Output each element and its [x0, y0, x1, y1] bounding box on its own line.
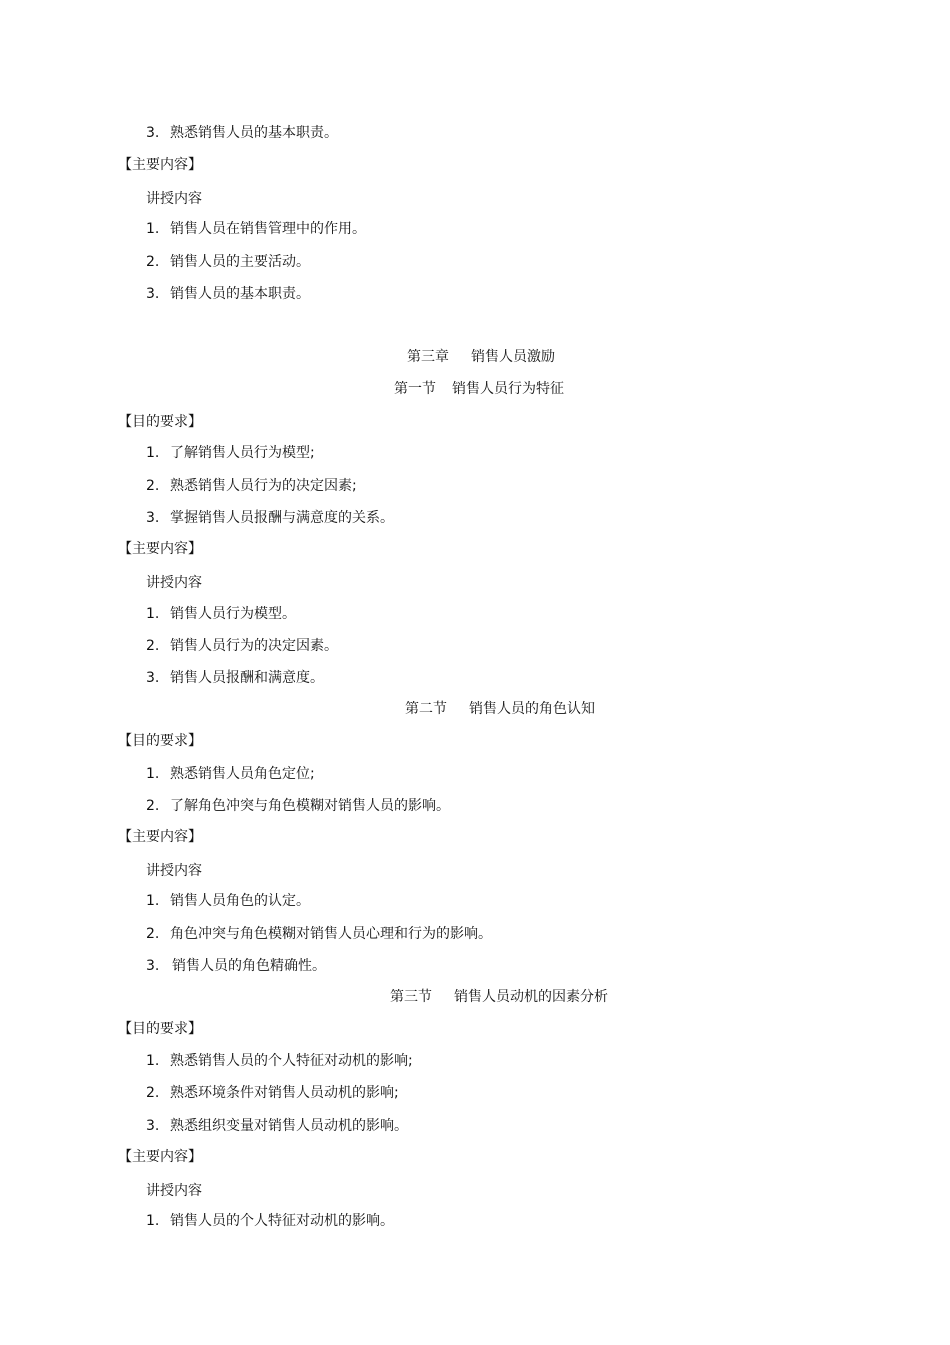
list-item: 2. 角色冲突与角色模糊对销售人员心理和行为的影响。: [146, 926, 492, 942]
content-heading: 【主要内容】: [118, 157, 202, 173]
list-item: 2. 熟悉环境条件对销售人员动机的影响;: [146, 1085, 399, 1101]
list-item: 3. 熟悉销售人员的基本职责。: [146, 125, 338, 141]
list-item: 1. 了解销售人员行为模型;: [146, 445, 315, 461]
list-item: 2. 熟悉销售人员行为的决定因素;: [146, 478, 357, 494]
lecture-heading: 讲授内容: [146, 1183, 202, 1199]
list-item: 3. 销售人员的角色精确性。: [146, 958, 326, 974]
section-heading: 第三节 销售人员动机的因素分析: [390, 989, 608, 1005]
chapter-heading: 第三章 销售人员激励: [407, 349, 555, 365]
lecture-heading: 讲授内容: [146, 191, 202, 207]
section-heading: 第一节 销售人员行为特征: [394, 381, 564, 397]
lecture-heading: 讲授内容: [146, 863, 202, 879]
list-item: 1. 熟悉销售人员的个人特征对动机的影响;: [146, 1053, 413, 1069]
list-item: 3. 销售人员报酬和满意度。: [146, 670, 324, 686]
content-heading: 【主要内容】: [118, 1149, 202, 1165]
goal-heading: 【目的要求】: [118, 1021, 202, 1037]
lecture-heading: 讲授内容: [146, 575, 202, 591]
content-heading: 【主要内容】: [118, 829, 202, 845]
list-item: 3. 熟悉组织变量对销售人员动机的影响。: [146, 1118, 408, 1134]
list-item: 2. 销售人员行为的决定因素。: [146, 638, 338, 654]
goal-heading: 【目的要求】: [118, 414, 202, 430]
list-item: 2. 了解角色冲突与角色模糊对销售人员的影响。: [146, 798, 450, 814]
section-heading: 第二节 销售人员的角色认知: [405, 701, 595, 717]
list-item: 3. 掌握销售人员报酬与满意度的关系。: [146, 510, 394, 526]
list-item: 1. 销售人员行为模型。: [146, 606, 296, 622]
list-item: 2. 销售人员的主要活动。: [146, 254, 310, 270]
content-heading: 【主要内容】: [118, 541, 202, 557]
list-item: 1. 销售人员角色的认定。: [146, 893, 310, 909]
list-item: 1. 销售人员在销售管理中的作用。: [146, 221, 366, 237]
list-item: 1. 熟悉销售人员角色定位;: [146, 766, 315, 782]
goal-heading: 【目的要求】: [118, 733, 202, 749]
list-item: 3. 销售人员的基本职责。: [146, 286, 310, 302]
list-item: 1. 销售人员的个人特征对动机的影响。: [146, 1213, 394, 1229]
